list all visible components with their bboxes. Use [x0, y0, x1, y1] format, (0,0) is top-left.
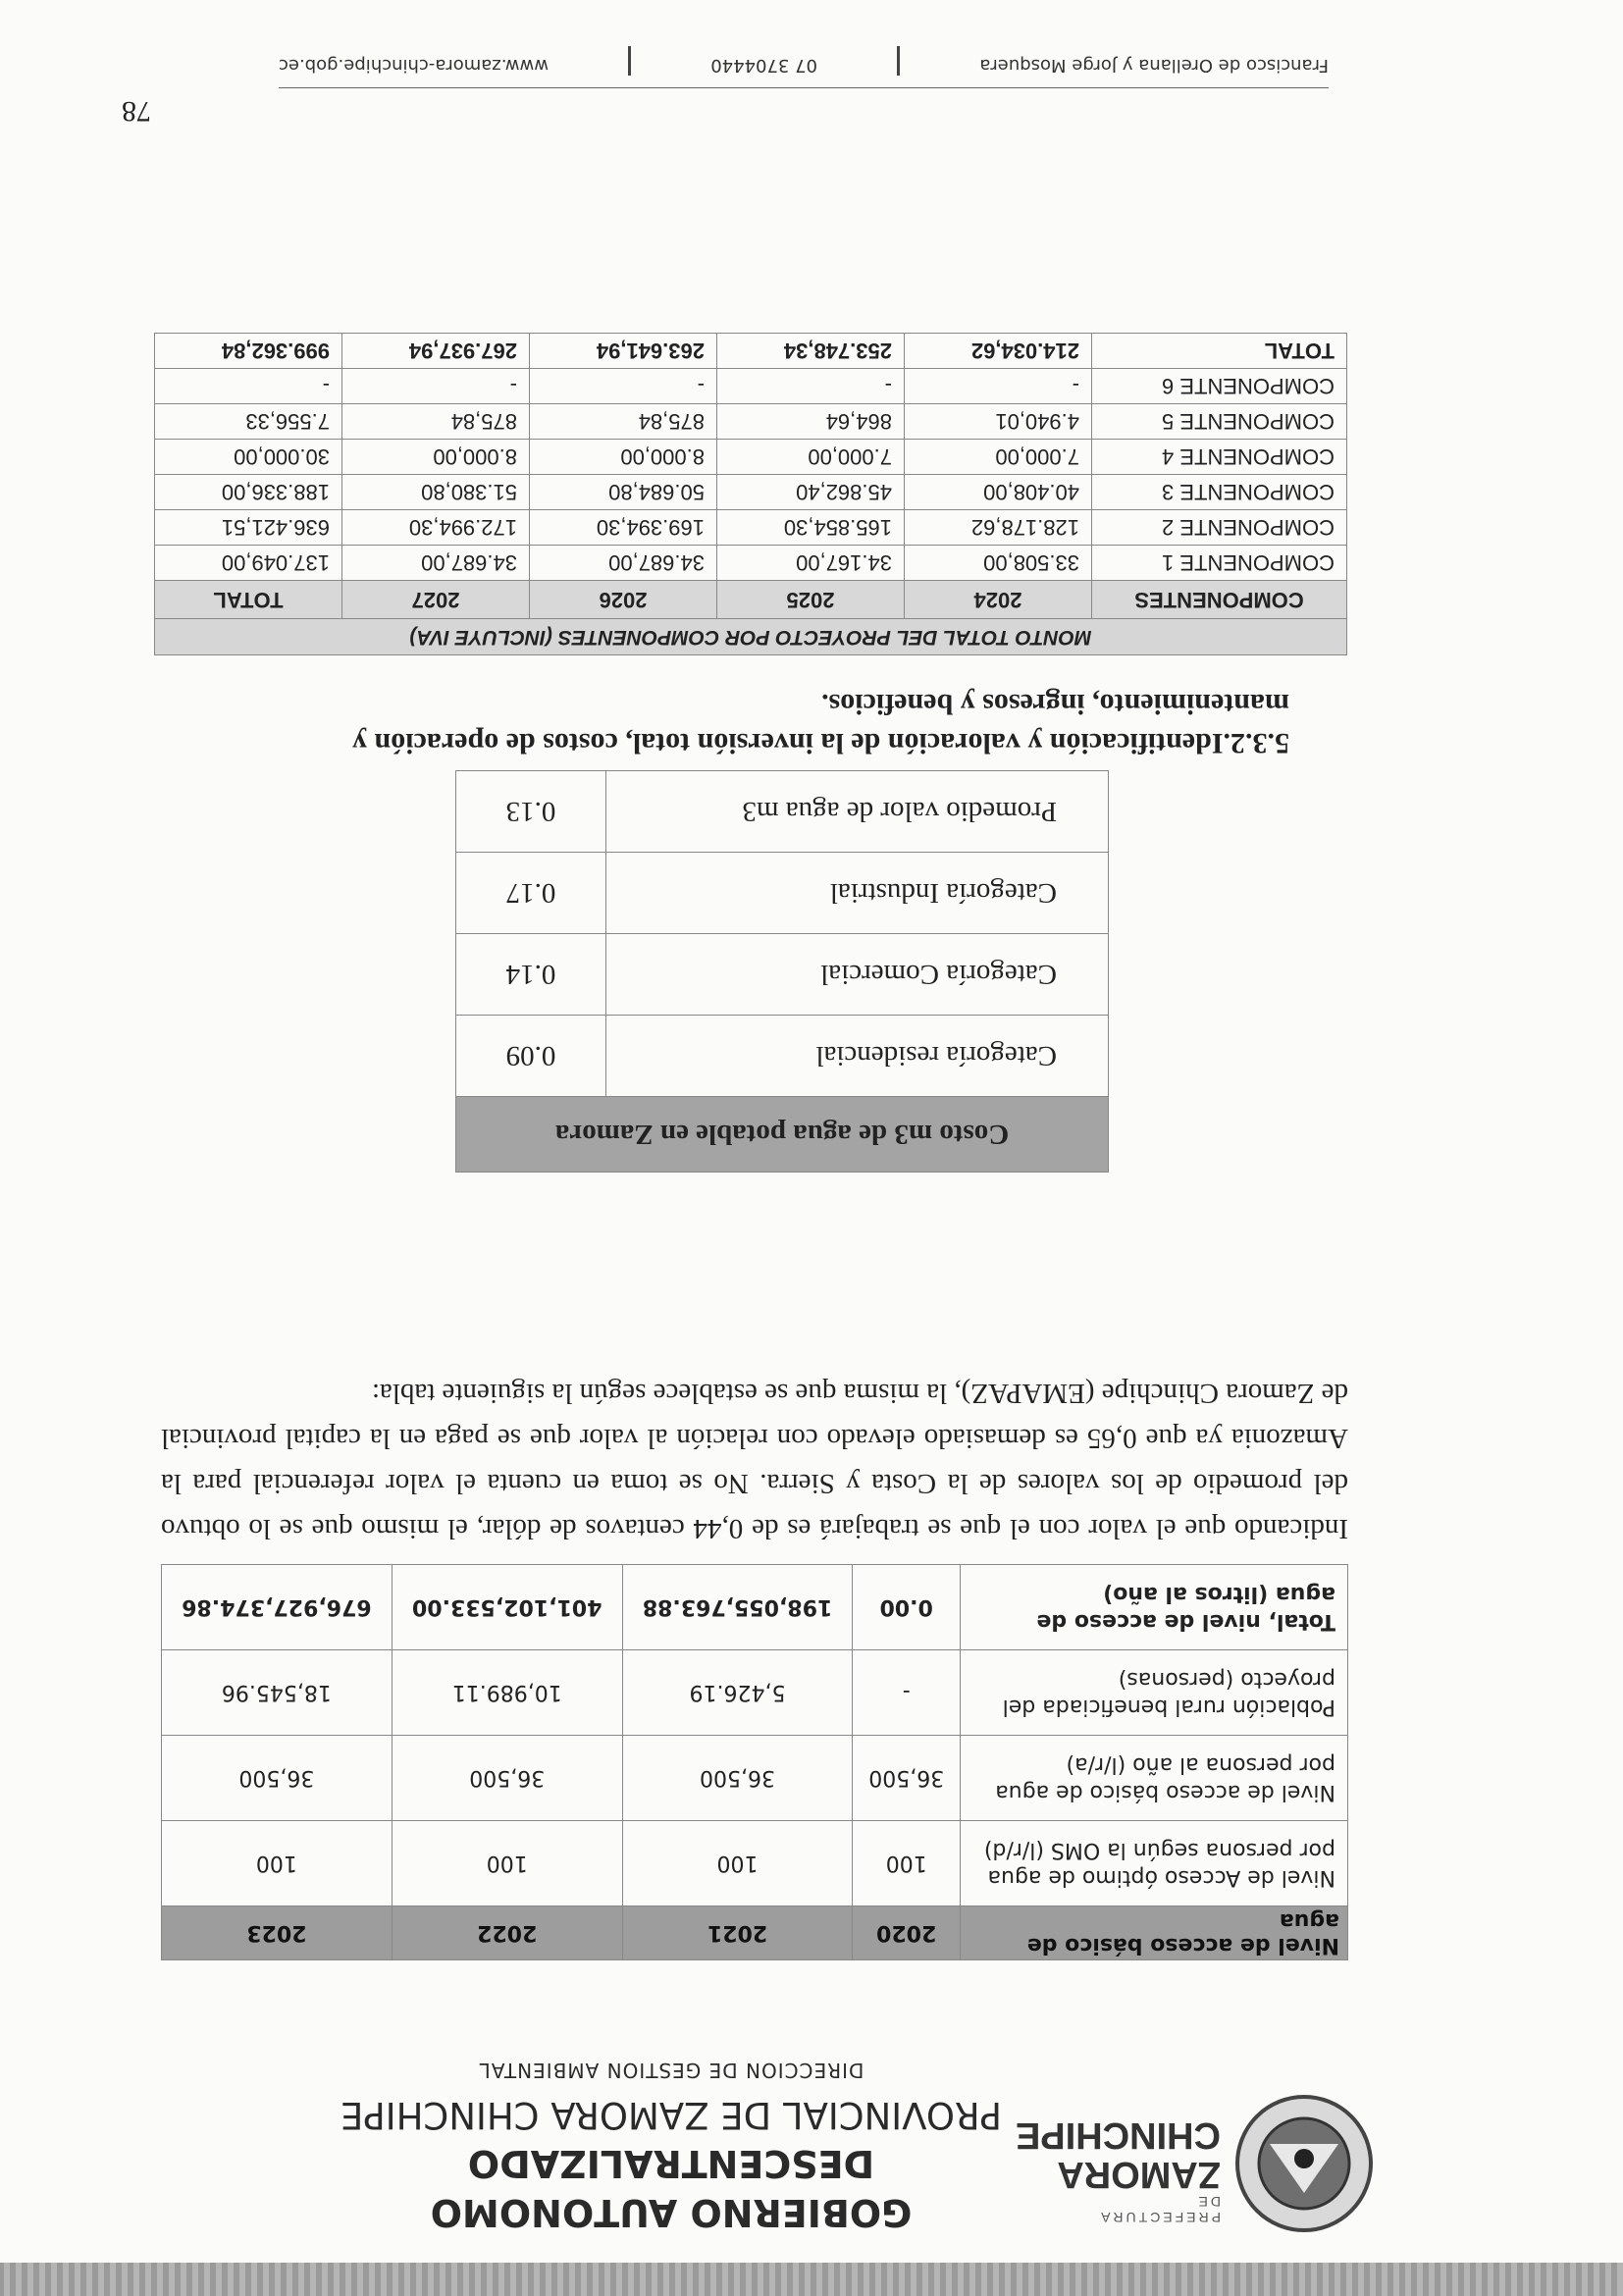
table-cell: 253.748,34: [717, 334, 905, 369]
column-header: TOTAL: [155, 581, 342, 619]
row-label: Nivel de acceso básico de agua por persona al año (l/r/a): [961, 1736, 1348, 1821]
footer-website: www.zamora-chinchipe.gob.ec: [279, 55, 549, 76]
footer-divider: [628, 46, 631, 76]
table-cell: -: [853, 1650, 961, 1736]
table-title: Costo m3 de agua potable en Zamora: [456, 1097, 1109, 1173]
row-label: COMPONENTE 2: [1092, 510, 1347, 546]
table-cell: 165.854,30: [717, 510, 905, 546]
table-cell: -: [155, 369, 342, 404]
table-cell: 8.000,00: [342, 440, 530, 475]
table-cell: -: [342, 369, 530, 404]
institution-titles: [298, 2051, 1044, 2237]
row-label: Total, nivel de acceso de agua (litros al año): [961, 1565, 1348, 1650]
table-cell: 267.937,94: [342, 334, 530, 369]
section-heading: 5.3.2.Identificación y valoración de la inversión total, costos de operación y mantenimiento, ingresos y beneficios.: [352, 688, 1289, 759]
table-row: [155, 546, 1347, 581]
table-cell: 50.684,80: [530, 475, 717, 510]
table-header-row: [155, 581, 1347, 619]
table-cell: 169.394,30: [530, 510, 717, 546]
table-row: [456, 771, 1109, 853]
table-cell: 100: [853, 1821, 961, 1906]
footer-phone: 07 3704440: [710, 55, 818, 76]
table-cell: 34.687,00: [530, 546, 717, 581]
table-cell: 0.13: [456, 771, 606, 853]
table-cell: 401,102,533.00: [392, 1565, 622, 1650]
row-label: Categoría Comercial: [606, 934, 1109, 1016]
table-cell: 7.556,33: [155, 404, 342, 440]
table-cell: 999.362,84: [155, 334, 342, 369]
components-table: [154, 333, 1347, 655]
title-line-1: GOBIERNO AUTONOMO DESCENTRALIZADO: [430, 2142, 913, 2234]
row-label: Categoría residencial: [606, 1016, 1109, 1097]
table-cell: 5,426.19: [622, 1650, 853, 1736]
row-label: COMPONENTE 3: [1092, 475, 1347, 510]
column-header: 2023: [162, 1906, 393, 1960]
column-header: COMPONENTES: [1092, 581, 1347, 619]
prefecture-emblem-icon: [1230, 2090, 1378, 2237]
table-cell: 263.641,94: [530, 334, 717, 369]
table-cell: 676,927,374.86: [162, 1565, 393, 1650]
table-caption: MONTO TOTAL DEL PROYECTO POR COMPONENTES (INCLUYE IVA): [154, 619, 1347, 655]
column-header: 2024: [905, 581, 1092, 619]
row-label: Promedio valor de agua m3: [606, 771, 1109, 853]
table-cell: 7.000,00: [905, 440, 1092, 475]
table-cell: 0.14: [456, 934, 606, 1016]
page-footer: [279, 46, 1329, 88]
row-label: COMPONENTE 6: [1092, 369, 1347, 404]
brand-small-text: PREFECTURA DE: [1098, 2194, 1221, 2225]
column-header: 2025: [717, 581, 905, 619]
column-header: 2022: [392, 1906, 622, 1960]
row-label: Categoría Industrial: [606, 853, 1109, 934]
table-cell: 875,84: [530, 404, 717, 440]
table-cell: 100: [162, 1821, 393, 1906]
row-label: COMPONENTE 1: [1092, 546, 1347, 581]
table-cell: 636.421,51: [155, 510, 342, 546]
table-cell: -: [717, 369, 905, 404]
table-cell: 40.408,00: [905, 475, 1092, 510]
table-cell: 30.000,00: [155, 440, 342, 475]
column-header: 2021: [622, 1906, 853, 1960]
letterhead: [200, 2041, 1378, 2237]
table-row: [155, 440, 1347, 475]
column-header: 2020: [853, 1906, 961, 1960]
title-line-3: DIRECCION DE GESTION AMBIENTAL: [478, 2059, 864, 2082]
table-row: [456, 1016, 1109, 1097]
table-cell: 45.862,40: [717, 475, 905, 510]
brand-line-2: CHINCHIPE: [1015, 2114, 1221, 2156]
prefecture-brand: [1015, 2114, 1221, 2225]
table-cell: 0.00: [853, 1565, 961, 1650]
table-cell: 214.034,62: [905, 334, 1092, 369]
table-total-row: [162, 1565, 1348, 1650]
row-label: COMPONENTE 4: [1092, 440, 1347, 475]
table-row: [155, 404, 1347, 440]
table-header-row: [456, 1097, 1109, 1173]
table-row: [162, 1821, 1348, 1906]
table-cell: 188.336,00: [155, 475, 342, 510]
footer-divider: [897, 46, 900, 76]
column-header: 2026: [530, 581, 717, 619]
table-cell: 7.000,00: [717, 440, 905, 475]
table-row: [456, 853, 1109, 934]
table-cell: 34.167,00: [717, 546, 905, 581]
row-label: Nivel de Acceso óptimo de agua por persona según la OMS (l/r/d): [961, 1821, 1348, 1906]
water-access-table: [161, 1564, 1348, 1960]
table-row: [162, 1736, 1348, 1821]
table-total-row: [155, 334, 1347, 369]
table-row: [162, 1650, 1348, 1736]
table-row: [155, 369, 1347, 404]
column-header: Nivel de acceso básico de agua: [961, 1906, 1348, 1960]
table-row: [456, 934, 1109, 1016]
column-header: 2027: [342, 581, 530, 619]
row-label: COMPONENTE 5: [1092, 404, 1347, 440]
footer-names: Francisco de Orellana y Jorge Mosquera: [979, 55, 1329, 76]
body-paragraph: Indicando que el valor con el que se trabajará es de 0,44 centavos de dólar, el mismo que se lo obtuvo del promedio de los valores de la Costa y Sierra. No se toma en cuenta el valor referencial para la Amazonia ya que 0,65 es demasiado elevado con relación al valor que se paga en la capital provincial de Zamora Chinchipe (EMAPAZ), la misma que se establece según la siguiente tabla:: [161, 1378, 1348, 1544]
table-cell: 172.994,30: [342, 510, 530, 546]
brand-line-1: ZAMORA: [1057, 2154, 1221, 2195]
table-cell: 10,989.11: [392, 1650, 622, 1736]
table-cell: -: [530, 369, 717, 404]
table-cell: 4.940,01: [905, 404, 1092, 440]
title-line-2: PROVINCIAL DE ZAMORA CHINCHIPE: [340, 2094, 1002, 2136]
page-number: 78: [122, 95, 151, 128]
table-cell: 198,055,763.88: [622, 1565, 853, 1650]
table-row: [155, 475, 1347, 510]
table-cell: 51.380,80: [342, 475, 530, 510]
table-cell: 18,545.96: [162, 1650, 393, 1736]
table-row: [155, 510, 1347, 546]
table-cell: 864,64: [717, 404, 905, 440]
table-cell: 36,500: [622, 1736, 853, 1821]
row-label: Población rural beneficiada del proyecto (personas): [961, 1650, 1348, 1736]
table-cell: 100: [622, 1821, 853, 1906]
table-cell: 34.687,00: [342, 546, 530, 581]
table-cell: 0.17: [456, 853, 606, 934]
row-label: TOTAL: [1092, 334, 1347, 369]
table-cell: 36,500: [392, 1736, 622, 1821]
table-cell: 8.000,00: [530, 440, 717, 475]
table-cell: 137.049,00: [155, 546, 342, 581]
table-cell: 36,500: [162, 1736, 393, 1821]
table-header-row: [162, 1906, 1348, 1960]
table-cell: 100: [392, 1821, 622, 1906]
table-cell: 875,84: [342, 404, 530, 440]
scan-edge-bar: [0, 2263, 1623, 2296]
table-cell: 128.178,62: [905, 510, 1092, 546]
table-cell: 36,500: [853, 1736, 961, 1821]
table-cell: -: [905, 369, 1092, 404]
water-cost-table: [455, 770, 1109, 1173]
table-cell: 33.508,00: [905, 546, 1092, 581]
table-cell: 0.09: [456, 1016, 606, 1097]
